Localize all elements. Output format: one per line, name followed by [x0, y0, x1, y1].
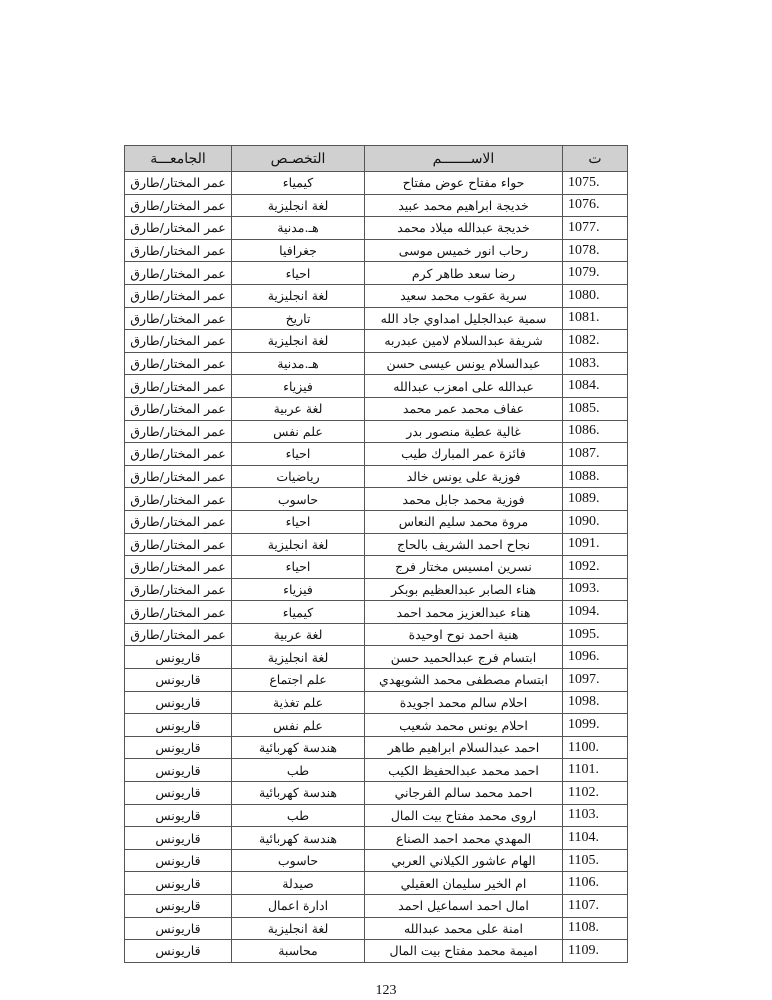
number-cell: 1094. [563, 601, 628, 624]
number-cell: 1080. [563, 284, 628, 307]
table-row [125, 397, 628, 420]
header-major: التخصـص [232, 146, 365, 172]
university-cell: قاريونس [125, 714, 232, 737]
number-cell: 1089. [563, 488, 628, 511]
number-cell: 1101. [563, 759, 628, 782]
university-cell: عمر المختار/طارق [125, 488, 232, 511]
table-row [125, 669, 628, 692]
number-cell: 1083. [563, 352, 628, 375]
header-number: ت [563, 146, 628, 172]
table-row [125, 601, 628, 624]
table-row [125, 262, 628, 285]
major-cell: كيمياء [232, 601, 365, 624]
name-cell: ام الخير سليمان العقيلي [365, 872, 563, 895]
name-cell: عفاف محمد عمر محمد [365, 397, 563, 420]
university-cell: قاريونس [125, 849, 232, 872]
university-cell: عمر المختار/طارق [125, 172, 232, 195]
major-cell: لغة انجليزية [232, 194, 365, 217]
major-cell: احياء [232, 510, 365, 533]
table-row [125, 194, 628, 217]
major-cell: لغة انجليزية [232, 917, 365, 940]
table-row [125, 239, 628, 262]
major-cell: طب [232, 804, 365, 827]
number-cell: 1087. [563, 443, 628, 466]
number-cell: 1082. [563, 330, 628, 353]
university-cell: قاريونس [125, 736, 232, 759]
table-row [125, 488, 628, 511]
name-cell: سمية عبدالجليل امداوي جاد الله [365, 307, 563, 330]
name-cell: رضا سعد طاهر كرم [365, 262, 563, 285]
name-cell: فوزية على يونس خالد [365, 465, 563, 488]
name-cell: هناء الصابر عبدالعظيم بوبكر [365, 578, 563, 601]
university-cell: عمر المختار/طارق [125, 262, 232, 285]
name-cell: خديجة ابراهيم محمد عبيد [365, 194, 563, 217]
number-cell: 1088. [563, 465, 628, 488]
major-cell: علم تغذية [232, 691, 365, 714]
university-cell: قاريونس [125, 827, 232, 850]
major-cell: محاسبة [232, 940, 365, 963]
major-cell: هندسة كهربائية [232, 827, 365, 850]
university-cell: عمر المختار/طارق [125, 397, 232, 420]
name-cell: المهدي محمد احمد الصناع [365, 827, 563, 850]
number-cell: 1107. [563, 895, 628, 918]
table-row [125, 940, 628, 963]
name-cell: احمد محمد سالم الفرجاني [365, 782, 563, 805]
number-cell: 1103. [563, 804, 628, 827]
table-row [125, 691, 628, 714]
major-cell: طب [232, 759, 365, 782]
table-row [125, 714, 628, 737]
number-cell: 1108. [563, 917, 628, 940]
table-row [125, 917, 628, 940]
major-cell: فيزياء [232, 375, 365, 398]
name-cell: حواء مفتاح عوض مفتاح [365, 172, 563, 195]
university-cell: قاريونس [125, 872, 232, 895]
table-row [125, 510, 628, 533]
major-cell: علم اجتماع [232, 669, 365, 692]
major-cell: احياء [232, 262, 365, 285]
major-cell: هندسة كهربائية [232, 736, 365, 759]
name-cell: عبدالله على امعزب عبدالله [365, 375, 563, 398]
university-cell: عمر المختار/طارق [125, 375, 232, 398]
number-cell: 1081. [563, 307, 628, 330]
table-body [125, 172, 628, 963]
university-cell: عمر المختار/طارق [125, 556, 232, 579]
number-cell: 1109. [563, 940, 628, 963]
table-row [125, 804, 628, 827]
name-cell: احلام يونس محمد شعيب [365, 714, 563, 737]
table-row [125, 646, 628, 669]
name-cell: الهام عاشور الكيلاني العربي [365, 849, 563, 872]
number-cell: 1078. [563, 239, 628, 262]
table-row [125, 172, 628, 195]
name-cell: امال احمد اسماعيل احمد [365, 895, 563, 918]
university-cell: عمر المختار/طارق [125, 601, 232, 624]
name-cell: احمد عبدالسلام ابراهيم طاهر [365, 736, 563, 759]
table-row [125, 217, 628, 240]
major-cell: هـ.مدنية [232, 217, 365, 240]
number-cell: 1095. [563, 623, 628, 646]
number-cell: 1092. [563, 556, 628, 579]
major-cell: كيمياء [232, 172, 365, 195]
major-cell: تاريخ [232, 307, 365, 330]
number-cell: 1106. [563, 872, 628, 895]
number-cell: 1098. [563, 691, 628, 714]
table-row [125, 736, 628, 759]
number-cell: 1090. [563, 510, 628, 533]
name-cell: شريفة عبدالسلام لامين عبدربه [365, 330, 563, 353]
number-cell: 1076. [563, 194, 628, 217]
name-cell: اميمة محمد مفتاح بيت المال [365, 940, 563, 963]
major-cell: لغة انجليزية [232, 533, 365, 556]
university-cell: عمر المختار/طارق [125, 510, 232, 533]
major-cell: لغة عربية [232, 623, 365, 646]
major-cell: علم نفس [232, 714, 365, 737]
name-cell: اروى محمد مفتاح بيت المال [365, 804, 563, 827]
table-row [125, 578, 628, 601]
number-cell: 1075. [563, 172, 628, 195]
major-cell: حاسوب [232, 488, 365, 511]
university-cell: عمر المختار/طارق [125, 623, 232, 646]
number-cell: 1096. [563, 646, 628, 669]
major-cell: احياء [232, 556, 365, 579]
table-row [125, 759, 628, 782]
university-cell: عمر المختار/طارق [125, 239, 232, 262]
name-cell: مروة محمد سليم النعاس [365, 510, 563, 533]
major-cell: صيدلة [232, 872, 365, 895]
number-cell: 1084. [563, 375, 628, 398]
major-cell: لغة انجليزية [232, 646, 365, 669]
name-cell: فائزة عمر المبارك طيب [365, 443, 563, 466]
name-cell: غالية عطية منصور بدر [365, 420, 563, 443]
name-cell: ابتسام مصطفى محمد الشويهدي [365, 669, 563, 692]
number-cell: 1100. [563, 736, 628, 759]
major-cell: هـ.مدنية [232, 352, 365, 375]
table-row [125, 849, 628, 872]
table-row [125, 533, 628, 556]
university-cell: قاريونس [125, 804, 232, 827]
major-cell: ادارة اعمال [232, 895, 365, 918]
name-cell: هناء عبدالعزيز محمد احمد [365, 601, 563, 624]
number-cell: 1102. [563, 782, 628, 805]
number-cell: 1077. [563, 217, 628, 240]
major-cell: لغة انجليزية [232, 284, 365, 307]
header-university: الجامعـــة [125, 146, 232, 172]
table-row [125, 307, 628, 330]
major-cell: علم نفس [232, 420, 365, 443]
name-cell: رحاب انور خميس موسى [365, 239, 563, 262]
university-cell: عمر المختار/طارق [125, 307, 232, 330]
university-cell: قاريونس [125, 895, 232, 918]
university-cell: قاريونس [125, 917, 232, 940]
university-cell: قاريونس [125, 782, 232, 805]
table-row [125, 623, 628, 646]
name-cell: هنية احمد نوح اوحيدة [365, 623, 563, 646]
table-row [125, 465, 628, 488]
students-table [124, 145, 628, 963]
university-cell: عمر المختار/طارق [125, 465, 232, 488]
university-cell: عمر المختار/طارق [125, 284, 232, 307]
university-cell: قاريونس [125, 646, 232, 669]
number-cell: 1085. [563, 397, 628, 420]
table-header-row [125, 146, 628, 172]
table-row [125, 872, 628, 895]
major-cell: جغرافيا [232, 239, 365, 262]
university-cell: عمر المختار/طارق [125, 443, 232, 466]
university-cell: عمر المختار/طارق [125, 330, 232, 353]
name-cell: امنة على محمد عبدالله [365, 917, 563, 940]
table-row [125, 284, 628, 307]
major-cell: فيزياء [232, 578, 365, 601]
university-cell: عمر المختار/طارق [125, 578, 232, 601]
major-cell: هندسة كهربائية [232, 782, 365, 805]
number-cell: 1104. [563, 827, 628, 850]
university-cell: قاريونس [125, 669, 232, 692]
major-cell: لغة انجليزية [232, 330, 365, 353]
page-number: 123 [375, 983, 397, 998]
table-row [125, 556, 628, 579]
university-cell: عمر المختار/طارق [125, 352, 232, 375]
number-cell: 1097. [563, 669, 628, 692]
table-row [125, 352, 628, 375]
name-cell: سرية عقوب محمد سعيد [365, 284, 563, 307]
university-cell: عمر المختار/طارق [125, 194, 232, 217]
university-cell: قاريونس [125, 691, 232, 714]
name-cell: عبدالسلام يونس عيسى حسن [365, 352, 563, 375]
name-cell: خديجة عبدالله ميلاد محمد [365, 217, 563, 240]
table-row [125, 375, 628, 398]
name-cell: ابتسام فرج عبدالحميد حسن [365, 646, 563, 669]
name-cell: فوزية محمد جابل محمد [365, 488, 563, 511]
table-row [125, 895, 628, 918]
number-cell: 1091. [563, 533, 628, 556]
number-cell: 1105. [563, 849, 628, 872]
name-cell: نسرين امسيس مختار فرج [365, 556, 563, 579]
number-cell: 1086. [563, 420, 628, 443]
university-cell: عمر المختار/طارق [125, 420, 232, 443]
university-cell: عمر المختار/طارق [125, 217, 232, 240]
university-cell: قاريونس [125, 940, 232, 963]
university-cell: عمر المختار/طارق [125, 533, 232, 556]
table-row [125, 420, 628, 443]
name-cell: احلام سالم محمد اجويدة [365, 691, 563, 714]
number-cell: 1099. [563, 714, 628, 737]
table-row [125, 827, 628, 850]
university-cell: قاريونس [125, 759, 232, 782]
major-cell: لغة عربية [232, 397, 365, 420]
number-cell: 1079. [563, 262, 628, 285]
name-cell: احمد محمد عبدالحفيظ الكيب [365, 759, 563, 782]
name-cell: نجاح احمد الشريف بالحاج [365, 533, 563, 556]
major-cell: حاسوب [232, 849, 365, 872]
table-row [125, 782, 628, 805]
major-cell: رياضيات [232, 465, 365, 488]
table-row [125, 330, 628, 353]
header-name: الاســـــــم [365, 146, 563, 172]
table-row [125, 443, 628, 466]
major-cell: احياء [232, 443, 365, 466]
number-cell: 1093. [563, 578, 628, 601]
